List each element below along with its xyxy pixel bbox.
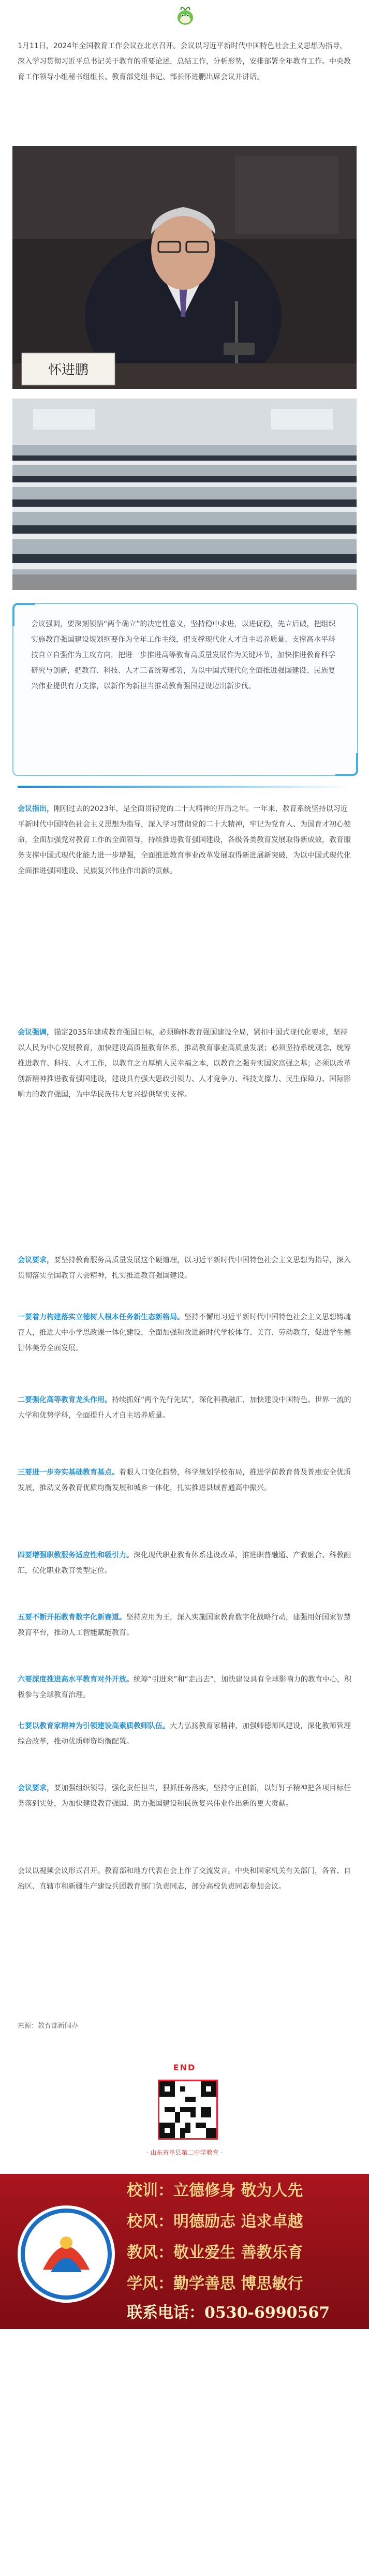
source-line: 来源：教育部新闻办 [18,2022,79,2030]
phone-line: 联系电话：0530-6990567 [127,2304,330,2322]
motto-line: 校训：立德修身 敬为人先 [127,2182,303,2200]
task-text: 着眼人口变化趋势，科学规划学校布局，推进学前教育普及普惠安全优质发展，推动义务教育优质均衡发展和城乡一体化，扎实推进县域普通高中振兴。 [18,1468,351,1492]
summary-text: 会议强调，要深刻领悟“两个确立”的决定性意义，坚持稳中求进，以进促稳，先立后破，把组织实施教育强国建设规划纲要作为全年工作主线，把支撑现代化人才自主培养质量、支撑高水平科技自立自强作为主攻方向，把进一步推进高等教育高质量发展作为关键环节，加快推进教育科学研究与创新，把教育、科技、人才三者统筹部署，为以中国式现代化全面推进强国建设、民族复兴伟业提供有力支撑，以新作为新担当推动教育强国建设迈出新步伐。 [31,620,336,690]
task-label: 二要强化高等教育龙头作用。 [18,1396,112,1404]
paragraph-text: 要加强组织领导，强化责任担当，狠抓任务落实，坚持守正创新，以钉钉子精神把各项目标任务落到实处，为加快建设教育强国、助力强国建设和民族复兴伟业作出新的更大贡献。 [18,1784,351,1808]
motto-line: 教风：敬业爱生 善教乐育 [127,2244,303,2262]
qr-caption: - 山东省单县第二中学教育 - [146,2149,223,2156]
divider [18,786,352,788]
paragraph-3 [18,1253,352,1284]
paragraph-label: 会议强调， [18,1028,54,1037]
paragraph-text: 刚刚过去的2023年，是全面贯彻党的二十大精神的开局之年。一年来，教育系统坚持以习近平新时代中国特色社会主义思想为指导，深入学习贯彻党的二十大精神，牢记为党育人、为国育才初心使命，全面加强党对教育工作的全面领导，持续推进教育强国建设，各级各类教育发展取得新成效，教育服务支撑中国式现代化能力进一步增强，全面推进教育事业改革发展取得新进展新突破，为以中国式现代化全面推进强国建设、民族复兴伟业作出新的贡献。 [18,805,351,875]
task-4 [18,1548,352,1579]
task-5 [18,1610,352,1641]
paragraph-label: 会议要求， [18,1784,54,1792]
task-1 [18,1309,352,1356]
paragraph-label: 会议指出， [18,805,54,813]
paragraph-label: 会议要求， [18,1256,54,1264]
task-text: 深化现代职业教育体系建设改革，推进职普融通、产教融合、科教融汇，优化职业教育类型定位。 [18,1551,351,1575]
task-text: 坚持应用为王，深入实施国家教育数字化战略行动，建强用好国家智慧教育平台，推动人工智能赋能教育。 [18,1613,351,1637]
cartoon-mascot-icon [174,4,197,27]
intro-paragraph: 1月11日，2024年全国教育工作会议在北京召开。会议以习近平新时代中国特色社会主义思想为指导，深入学习贯彻习近平总书记关于教育的重要论述，总结工作，分析形势，安排部署全年教育工作。中央教育工作领导小组秘书组组长、教育部党组书记、部长怀进鹏出席会议并讲话。 [18,42,351,81]
motto-line: 校风：明德励志 追求卓越 [127,2213,303,2231]
task-text: 统筹“引进来”和“走出去”，加快建设具有全球影响力的教育中心，积极参与全球教育治理。 [18,1675,352,1699]
speaker-photo [12,146,357,389]
task-label: 四要增强职教服务适应性和吸引力。 [18,1551,134,1559]
end-marker: END [173,2063,196,2072]
closing-paragraph-1 [18,1780,352,1812]
conference-hall-photo [12,399,357,590]
qr-code[interactable] [158,2080,218,2140]
task-label: 六要深度推进高水平教育对外开放。 [18,1675,134,1684]
task-text: 大力弘扬教育家精神，加强师德师风建设，深化教师管理综合改革，推动优质师资均衡配置。 [18,1722,351,1746]
motto-panel [0,2176,369,2327]
task-text: 持续抓好“两个先行先试”，深化科教融汇，加快建设中国特色、世界一流的大学和优势学科，全面提升人才自主培养质量。 [18,1396,351,1420]
task-7 [18,1718,352,1749]
task-label: 一要着力构建落实立德树人根本任务新生态新格局。 [18,1313,184,1321]
motto-line: 学风：勤学善思 博思敏行 [127,2275,303,2293]
task-text: 坚持不懈用习近平新时代中国特色社会主义思想铸魂育人，推进大中小学思政课一体化建设，全面加强和改进新时代学校体育、美育、劳动教育，促进学生德智体美劳全面发展。 [18,1313,351,1352]
paragraph-2 [18,1025,352,1102]
task-2 [18,1392,352,1423]
task-label: 三要进一步夯实基础教育基点。 [18,1468,119,1477]
paragraph-text: 要坚持教育服务高质量发展这个硬道理，以习近平新时代中国特色社会主义思想为指导，深入贯彻落实全国教育大会精神，扎实推进教育强国建设。 [18,1256,351,1280]
corner-decoration [335,753,358,776]
summary-box [12,603,358,776]
closing-paragraph-2: 会议以视频会议形式召开。教育部和地方代表在会上作了交流发言。中央和国家机关有关部门，各省、自治区、直辖市和新疆生产建设兵团教育部门负责同志，部分高校负责同志参加会议。 [18,1867,351,1891]
task-label: 七要以教育家精神为引领建设高素质教师队伍。 [18,1722,170,1730]
task-6 [18,1672,352,1703]
task-label: 五要不断开拓教育数字化新赛道。 [18,1613,126,1622]
task-3 [18,1465,352,1496]
qr-code-icon [159,2081,216,2138]
paragraph-1 [18,801,352,879]
paragraph-text: 锚定2035年建成教育强国目标，必须胸怀教育强国建设全局，紧扣中国式现代化要求，坚持以人民为中心发展教育，加快建设高质量教育体系，推动教育事业高质量发展；必须坚持系统观念，统筹推进教育、科技、人才工作，以教育之力厚植人民幸福之本，以教育之强夯实国家富强之基；必须以改革创新精神推进教育强国建设，建设具有强大思政引领力、人才竞争力、科技支撑力、民生保障力、国际影响力的教育强国，为中华民族伟大复兴提供坚实支撑。 [18,1028,351,1099]
nameplate: 怀进鹏 [48,362,89,378]
